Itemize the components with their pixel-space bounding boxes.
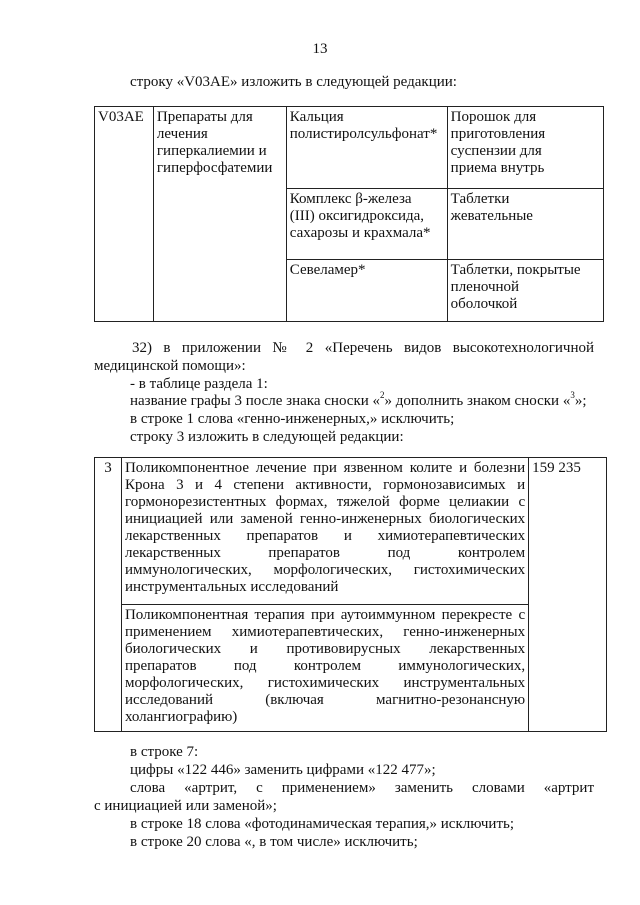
row-number-cell (95, 458, 122, 732)
vmp-table (94, 457, 607, 732)
footnote-mark: 2 (380, 390, 385, 400)
drug-name-cell (286, 260, 447, 322)
drug-group-line: гиперфосфатемии (156, 160, 273, 176)
treatment-line: лекарственных препаратов под контролем (124, 545, 526, 561)
tail-line3: слова «артрит, с применением» заменить словами «артрит (130, 780, 594, 796)
para32-line4-after: »; (574, 393, 587, 409)
treatment-line: инициацией или заменой генно-инженерных биологических (124, 511, 526, 527)
treatment-line: Поликомпонентная терапия при аутоиммунном перекресте с (124, 607, 526, 623)
para32-line5: в строке 1 слова «генно-инженерных,» исключить; (130, 411, 455, 427)
tail-line4: с инициацией или заменой»; (94, 798, 277, 814)
dosage-form-line: пленочной (450, 279, 520, 295)
treatment-line: лекарственных препаратов и химиотерапевтических (124, 528, 526, 544)
drug-name-cell (286, 189, 447, 260)
dosage-form-cell (447, 189, 603, 260)
drug-group-line: Препараты для (156, 109, 253, 125)
drug-name-line: Кальция (289, 109, 344, 125)
treatment-line: препаратов под контролем иммунологических, (124, 658, 526, 674)
drug-name-line: полистиролсульфонат* (289, 126, 438, 142)
dosage-form-line: приготовления (450, 126, 546, 142)
drug-group-line: лечения (156, 126, 208, 142)
footnote-mark: 3 (570, 390, 575, 400)
treatment-cell (121, 458, 528, 605)
dosage-form-cell (447, 107, 603, 189)
treatment-line: гормонорезистентных формах, тяжелой форме целиакии с (124, 494, 526, 510)
page-number: 13 (312, 41, 328, 57)
drug-name-line: Севеламер* (289, 262, 366, 278)
para32-line2: медицинской помощи»: (94, 358, 246, 374)
drug-name-line: Комплекс β-железа (289, 191, 412, 207)
treatment-line: инструментальных исследований (124, 579, 339, 595)
treatment-line: биологических и противовирусных лекарственных (124, 641, 526, 657)
tail-line5: в строке 18 слова «фотодинамическая терапия,» исключить; (130, 816, 515, 832)
dosage-form-line: приема внутрь (450, 160, 545, 176)
dosage-form-cell (447, 260, 603, 322)
para32-line6: строку 3 изложить в следующей редакции: (130, 429, 404, 445)
tail-line1: в строке 7: (130, 744, 199, 760)
amount-value: 159 235 (532, 460, 581, 476)
dosage-form-line: суспензии для (450, 143, 542, 159)
dosage-form-line: Порошок для (450, 109, 537, 125)
atc-code-cell (95, 107, 154, 322)
drug-name-cell (286, 107, 447, 189)
treatment-line: иммунологических, морфологических, гистохимических (124, 562, 526, 578)
treatment-line: Крона 3 и 4 степени активности, гормонозависимых и (124, 477, 526, 493)
dosage-form-line: оболочкой (450, 296, 518, 312)
para32-line4-before: название графы 3 после знака сноски « (130, 393, 381, 409)
para32-line3: - в таблице раздела 1: (130, 376, 268, 392)
treatment-line: холангиографию) (124, 709, 238, 725)
atc-code: V03AE (98, 109, 144, 125)
amount-cell (529, 458, 607, 732)
drug-table (94, 106, 604, 322)
tail-line2: цифры «122 446» заменить цифрами «122 477»; (130, 762, 436, 778)
drug-name-line: сахарозы и крахмала* (289, 225, 431, 241)
treatment-line: исследований (включая магнитно-резонансную (124, 692, 526, 708)
treatment-cell (121, 605, 528, 732)
para32-line4 (130, 390, 587, 410)
dosage-form-line: жевательные (450, 208, 533, 224)
tail-line6: в строке 20 слова «, в том числе» исключить; (130, 834, 418, 850)
drug-table-row-1 (95, 107, 604, 189)
treatment-line: применением химиотерапевтических, генно-инженерных (124, 624, 526, 640)
para32-line4-middle: » дополнить знаком сноски « (384, 393, 571, 409)
drug-group-cell (153, 107, 286, 322)
dosage-form-line: Таблетки (450, 191, 510, 207)
drug-group-line: гиперкалиемии и (156, 143, 267, 159)
vmp-table-row (95, 458, 607, 605)
dosage-form-line: Таблетки, покрытые (450, 262, 581, 278)
treatment-line: Поликомпонентное лечение при язвенном колите и болезни (124, 460, 526, 476)
intro-line: строку «V03AE» изложить в следующей редакции: (130, 74, 457, 90)
para32-line1: 32) в приложении № 2 «Перечень видов высокотехнологичной (132, 340, 594, 356)
treatment-line: морфологических, гистохимических инструментальных (124, 675, 526, 691)
row-number: 3 (104, 460, 112, 476)
drug-name-line: (III) оксигидроксида, (289, 208, 425, 224)
